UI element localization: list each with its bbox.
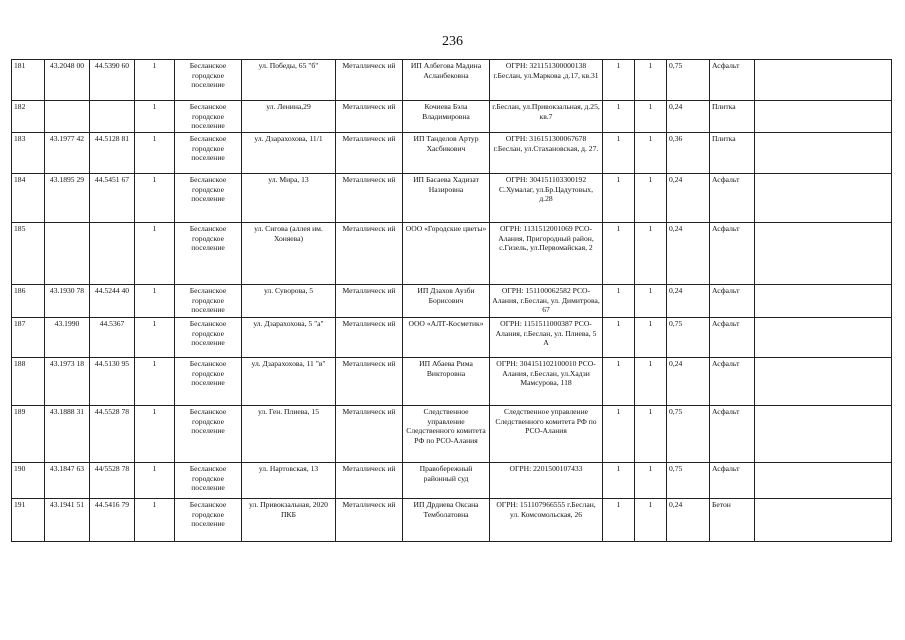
- cell-owner: Следственное управление Следственного комитета РФ по РСО-Алания: [403, 406, 490, 463]
- cell-volume: 0,75: [667, 60, 710, 101]
- cell-extra: [755, 358, 892, 406]
- cell-count: 1: [135, 60, 175, 101]
- cell-owner-details: ОГРН: 321151300000138 г.Беслан, ул.Маркова ,д.17, кв.31: [490, 60, 603, 101]
- cell-longitude: 44.5528 78: [90, 406, 135, 463]
- cell-volume: 0,75: [667, 318, 710, 358]
- cell-owner-details: ОГРН: 2201500107433: [490, 463, 603, 499]
- cell-material: Металлическ ий: [336, 499, 403, 542]
- cell-extra: [755, 318, 892, 358]
- cell-quantity-a: 1: [603, 174, 635, 223]
- cell-address: ул. Нартовская, 13: [242, 463, 336, 499]
- page-number: 236: [442, 34, 463, 49]
- cell-owner: ООО «Городские цветы»: [403, 223, 490, 285]
- cell-latitude: 43.2048 00: [45, 60, 90, 101]
- cell-quantity-a: 1: [603, 60, 635, 101]
- cell-owner-details: ОГРН: 151100062582 РСО-Алания, г.Беслан, ул. Димитрова, 67: [490, 285, 603, 318]
- cell-material: Металлическ ий: [336, 285, 403, 318]
- cell-settlement: Бесланское городское поселение: [175, 463, 242, 499]
- cell-volume: 0,24: [667, 499, 710, 542]
- cell-address: ул. Победы, 65 "б": [242, 60, 336, 101]
- cell-number: 183: [12, 133, 45, 174]
- cell-settlement: Бесланское городское поселение: [175, 499, 242, 542]
- cell-number: 184: [12, 174, 45, 223]
- cell-address: ул. Сигова (аллея им. Хоняева): [242, 223, 336, 285]
- cell-volume: 0,36: [667, 133, 710, 174]
- cell-owner: ИП Басаева Хадизат Назировна: [403, 174, 490, 223]
- cell-material: Металлическ ий: [336, 174, 403, 223]
- cell-surface: Асфальт: [710, 60, 755, 101]
- cell-latitude: 43.1847 63: [45, 463, 90, 499]
- cell-material: Металлическ ий: [336, 133, 403, 174]
- cell-owner: ИП Дзахов Аузби Борисович: [403, 285, 490, 318]
- cell-volume: 0,75: [667, 406, 710, 463]
- cell-surface: Плитка: [710, 101, 755, 133]
- cell-latitude: [45, 223, 90, 285]
- cell-surface: Плитка: [710, 133, 755, 174]
- cell-latitude: 43.1990: [45, 318, 90, 358]
- cell-settlement: Бесланское городское поселение: [175, 223, 242, 285]
- cell-surface: Асфальт: [710, 285, 755, 318]
- cell-address: ул. Дзарахохова, 11/1: [242, 133, 336, 174]
- cell-material: Металлическ ий: [336, 101, 403, 133]
- registry-body: [12, 60, 892, 542]
- table-row: [12, 101, 892, 133]
- table-row: [12, 499, 892, 542]
- cell-quantity-a: 1: [603, 406, 635, 463]
- cell-longitude: [90, 101, 135, 133]
- cell-quantity-a: 1: [603, 101, 635, 133]
- cell-count: 1: [135, 223, 175, 285]
- cell-volume: 0,24: [667, 101, 710, 133]
- cell-quantity-b: 1: [635, 318, 667, 358]
- table-row: [12, 133, 892, 174]
- cell-latitude: 43.1895 29: [45, 174, 90, 223]
- cell-number: 186: [12, 285, 45, 318]
- cell-extra: [755, 499, 892, 542]
- table-row: [12, 318, 892, 358]
- cell-count: 1: [135, 406, 175, 463]
- table-row: [12, 406, 892, 463]
- cell-settlement: Бесланское городское поселение: [175, 358, 242, 406]
- cell-quantity-b: 1: [635, 133, 667, 174]
- cell-number: 188: [12, 358, 45, 406]
- cell-quantity-b: 1: [635, 358, 667, 406]
- cell-number: 182: [12, 101, 45, 133]
- cell-owner-details: ОГРН: 304151103300192 С.Хумалаг, ул.Бр.Цадутовых, д.28: [490, 174, 603, 223]
- cell-quantity-b: 1: [635, 60, 667, 101]
- cell-owner: ИП Дрдиева Оксана Темболатовна: [403, 499, 490, 542]
- cell-address: ул. Ленина,29: [242, 101, 336, 133]
- cell-latitude: 43.1930 78: [45, 285, 90, 318]
- cell-address: ул. Дзарахохова, 5 "а": [242, 318, 336, 358]
- cell-quantity-a: 1: [603, 358, 635, 406]
- table-row: [12, 60, 892, 101]
- cell-quantity-b: 1: [635, 463, 667, 499]
- cell-material: Металлическ ий: [336, 60, 403, 101]
- cell-owner: ИП Танделов Артур Хасбикович: [403, 133, 490, 174]
- cell-address: ул. Ген. Плиева, 15: [242, 406, 336, 463]
- cell-count: 1: [135, 358, 175, 406]
- cell-number: 190: [12, 463, 45, 499]
- cell-quantity-a: 1: [603, 223, 635, 285]
- cell-count: 1: [135, 499, 175, 542]
- cell-extra: [755, 133, 892, 174]
- table-row: [12, 223, 892, 285]
- table-row: [12, 174, 892, 223]
- cell-count: 1: [135, 101, 175, 133]
- cell-longitude: 44.5451 67: [90, 174, 135, 223]
- cell-number: 181: [12, 60, 45, 101]
- cell-quantity-a: 1: [603, 133, 635, 174]
- cell-owner: ИП Албегова Мадина Асланбековна: [403, 60, 490, 101]
- cell-longitude: 44.5367: [90, 318, 135, 358]
- cell-surface: Бетон: [710, 499, 755, 542]
- cell-longitude: 44.5130 95: [90, 358, 135, 406]
- cell-latitude: 43.1941 51: [45, 499, 90, 542]
- cell-material: Металлическ ий: [336, 358, 403, 406]
- cell-quantity-b: 1: [635, 285, 667, 318]
- cell-latitude: [45, 101, 90, 133]
- cell-volume: 0,75: [667, 463, 710, 499]
- cell-surface: Асфальт: [710, 463, 755, 499]
- cell-settlement: Бесланское городское поселение: [175, 60, 242, 101]
- cell-extra: [755, 463, 892, 499]
- cell-owner-details: г.Беслан, ул.Привокзальная, д.25, кв.7: [490, 101, 603, 133]
- cell-volume: 0,24: [667, 174, 710, 223]
- registry-table: [11, 59, 892, 542]
- cell-owner-details: ОГРН: 151107966555 г.Беслан, ул. Комсомольская, 26: [490, 499, 603, 542]
- cell-surface: Асфальт: [710, 318, 755, 358]
- cell-owner: Кочиева Бэла Владимировна: [403, 101, 490, 133]
- cell-longitude: 44/5528 78: [90, 463, 135, 499]
- cell-address: ул. Суворова, 5: [242, 285, 336, 318]
- cell-extra: [755, 174, 892, 223]
- cell-owner-details: ОГРН: 1151511000387 РСО-Алания, г.Беслан, ул. Плиева, 5 А: [490, 318, 603, 358]
- cell-owner-details: Следственное управление Следственного комитета РФ по РСО-Алания: [490, 406, 603, 463]
- cell-material: Металлическ ий: [336, 318, 403, 358]
- cell-surface: Асфальт: [710, 174, 755, 223]
- cell-address: ул. Привокзальная, 2020 ПКБ: [242, 499, 336, 542]
- cell-quantity-b: 1: [635, 406, 667, 463]
- cell-settlement: Бесланское городское поселение: [175, 101, 242, 133]
- cell-surface: Асфальт: [710, 223, 755, 285]
- cell-longitude: 44.5416 79: [90, 499, 135, 542]
- cell-extra: [755, 60, 892, 101]
- cell-material: Металлическ ий: [336, 223, 403, 285]
- cell-address: ул. Мира, 13: [242, 174, 336, 223]
- cell-quantity-a: 1: [603, 285, 635, 318]
- cell-material: Металлическ ий: [336, 463, 403, 499]
- table-row: [12, 463, 892, 499]
- cell-owner-details: ОГРН: 316151300067678 г.Беслан, ул.Стахановская, д. 27.: [490, 133, 603, 174]
- cell-owner: ИП Абаева Рима Викторовна: [403, 358, 490, 406]
- cell-quantity-a: 1: [603, 318, 635, 358]
- cell-extra: [755, 285, 892, 318]
- cell-material: Металлическ ий: [336, 406, 403, 463]
- cell-owner: Правобережный районный суд: [403, 463, 490, 499]
- cell-longitude: 44.5390 60: [90, 60, 135, 101]
- cell-number: 189: [12, 406, 45, 463]
- cell-latitude: 43.1977 42: [45, 133, 90, 174]
- cell-extra: [755, 223, 892, 285]
- cell-count: 1: [135, 133, 175, 174]
- cell-volume: 0,24: [667, 223, 710, 285]
- cell-number: 187: [12, 318, 45, 358]
- cell-volume: 0,24: [667, 285, 710, 318]
- cell-quantity-a: 1: [603, 499, 635, 542]
- cell-quantity-b: 1: [635, 101, 667, 133]
- cell-latitude: 43.1888 31: [45, 406, 90, 463]
- cell-settlement: Бесланское городское поселение: [175, 133, 242, 174]
- cell-address: ул. Дзарахохова, 11 "в": [242, 358, 336, 406]
- cell-owner-details: ОГРН: 1131512001069 РСО-Алания, Пригородный район, с.Гизель, ул.Первомайская, 2: [490, 223, 603, 285]
- cell-count: 1: [135, 285, 175, 318]
- cell-longitude: 44.5244 40: [90, 285, 135, 318]
- cell-count: 1: [135, 174, 175, 223]
- cell-quantity-a: 1: [603, 463, 635, 499]
- cell-number: 185: [12, 223, 45, 285]
- cell-count: 1: [135, 463, 175, 499]
- cell-settlement: Бесланское городское поселение: [175, 285, 242, 318]
- cell-latitude: 43.1973 18: [45, 358, 90, 406]
- cell-longitude: 44.5128 81: [90, 133, 135, 174]
- cell-settlement: Бесланское городское поселение: [175, 318, 242, 358]
- table-row: [12, 358, 892, 406]
- cell-owner-details: ОГРН: 304151102100010 РСО-Алания, г.Беслан, ул.Хадзи Мамсурова, 118: [490, 358, 603, 406]
- table-row: [12, 285, 892, 318]
- cell-quantity-b: 1: [635, 174, 667, 223]
- cell-surface: Асфальт: [710, 358, 755, 406]
- cell-longitude: [90, 223, 135, 285]
- cell-quantity-b: 1: [635, 223, 667, 285]
- cell-surface: Асфальт: [710, 406, 755, 463]
- cell-count: 1: [135, 318, 175, 358]
- cell-number: 191: [12, 499, 45, 542]
- cell-extra: [755, 406, 892, 463]
- cell-extra: [755, 101, 892, 133]
- cell-owner: ООО «АЛТ-Косметик»: [403, 318, 490, 358]
- cell-quantity-b: 1: [635, 499, 667, 542]
- cell-settlement: Бесланское городское поселение: [175, 406, 242, 463]
- cell-settlement: Бесланское городское поселение: [175, 174, 242, 223]
- cell-volume: 0,24: [667, 358, 710, 406]
